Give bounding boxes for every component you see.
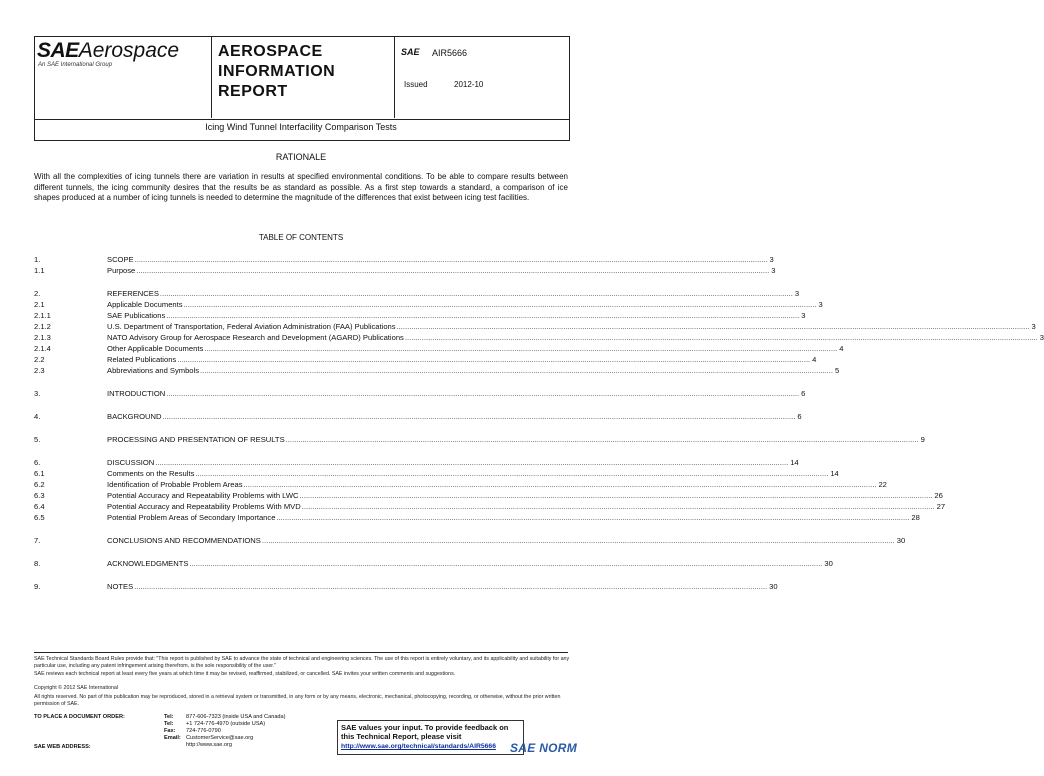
- toc-entry-page: 9: [920, 435, 925, 444]
- toc-leader-dots: ............................................................................................................................................................................................................................................................................................................: [162, 412, 796, 421]
- rationale-text: With all the complexities of icing tunnels there are variation in results at specified environmental conditions. To be able to compare results between different tunnels, the icing community desires that the results be as standard as possible. As a first step towards a standard, a comparison of ice shapes produced at a number of icing tunnels is needed to determine the magnitude of the differences that exist between icing test facilities.: [34, 172, 568, 202]
- toc-leader-dots: ............................................................................................................................................................................................................................................................................................................: [276, 513, 910, 522]
- toc-entry-page: 30: [824, 559, 833, 568]
- toc-entry-title: Comments on the Results: [107, 469, 195, 478]
- toc-entry-page: 26: [934, 491, 943, 500]
- toc-leader-dots: ............................................................................................................................................................................................................................................................................................................: [159, 289, 793, 298]
- toc-entry-number: 4.: [34, 412, 41, 421]
- toc-entry[interactable]: [34, 254, 774, 265]
- toc-leader-dots: ............................................................................................................................................................................................................................................................................................................: [396, 322, 1030, 331]
- toc-entry[interactable]: [34, 388, 806, 399]
- toc-entry[interactable]: [34, 468, 839, 479]
- toc-entry-page: 4: [812, 355, 817, 364]
- toc-entry[interactable]: [34, 321, 1036, 332]
- toc-entry-number: 6.2: [34, 480, 45, 489]
- toc-entry-number: 5.: [34, 435, 41, 444]
- toc-entry-page: 3: [794, 289, 800, 298]
- document-title: Icing Wind Tunnel Interfacility Comparison Tests: [205, 122, 397, 132]
- toc-entry[interactable]: [34, 343, 844, 354]
- toc-entry-title: Applicable Documents: [107, 300, 183, 309]
- toc-entry-number: 2.2: [34, 355, 45, 364]
- header-divider: [211, 36, 212, 118]
- toc-entry[interactable]: [34, 310, 806, 321]
- toc-entry-number: 2.3: [34, 366, 45, 375]
- toc-leader-dots: ............................................................................................................................................................................................................................................................................................................: [134, 582, 768, 591]
- toc-entry-title: NOTES: [107, 582, 134, 591]
- toc-entry[interactable]: [34, 501, 946, 512]
- report-type: AEROSPACE INFORMATION REPORT: [218, 43, 336, 100]
- toc-entry-title: SAE Publications: [107, 311, 166, 320]
- toc-entry[interactable]: [34, 265, 776, 276]
- toc-entry-number: 9.: [34, 582, 41, 591]
- toc-leader-dots: ............................................................................................................................................................................................................................................................................................................: [195, 469, 829, 478]
- toc-entry-title: REFERENCES: [107, 289, 159, 298]
- issued-label: Issued: [404, 80, 428, 89]
- toc-leader-dots: ............................................................................................................................................................................................................................................................................................................: [183, 300, 817, 309]
- toc-entry-page: 30: [896, 536, 906, 545]
- sae-norm-watermark: SAE NORM: [510, 741, 578, 755]
- toc-entry-number: 6.1: [34, 469, 45, 478]
- toc-leader-dots: ............................................................................................................................................................................................................................................................................................................: [136, 266, 770, 275]
- web-link[interactable]: http://www.sae.org: [186, 742, 233, 748]
- toc-leader-dots: ............................................................................................................................................................................................................................................................................................................: [261, 536, 895, 545]
- contact-block: TO PLACE A DOCUMENT ORDER: Tel: 877-606-7323 (inside USA and Canada) Tel: +1 724-776-4970 (outside USA) Fax: 724-776-0790 Email: CustomerService@sae.org SAE WEB ADDRESS: http://www.sae.org: [34, 714, 286, 750]
- toc-entry[interactable]: [34, 411, 802, 422]
- toc-entry[interactable]: [34, 288, 800, 299]
- feedback-text: SAE values your input. To provide feedback on this Technical Report, please visit: [341, 723, 509, 741]
- toc-entry-title: U.S. Department of Transportation, Federal Aviation Administration (FAA) Publications: [107, 322, 396, 331]
- toc-entry-page: 28: [911, 513, 920, 522]
- toc-entry[interactable]: [34, 535, 906, 546]
- toc-entry[interactable]: [34, 490, 943, 501]
- toc-leader-dots: ............................................................................................................................................................................................................................................................................................................: [166, 311, 800, 320]
- toc-entry[interactable]: [34, 434, 925, 445]
- toc-heading: TABLE OF CONTENTS: [258, 233, 344, 242]
- toc-entry-title: INTRODUCTION: [107, 389, 166, 398]
- toc-entry-page: 3: [1039, 333, 1044, 342]
- toc-entry-title: SCOPE: [107, 255, 134, 264]
- toc-leader-dots: ............................................................................................................................................................................................................................................................................................................: [200, 366, 833, 375]
- toc-leader-dots: ............................................................................................................................................................................................................................................................................................................: [134, 255, 768, 264]
- footer-note: SAE reviews each technical report at least every five years at which time it may be revised, reaffirmed, stabilized, or cancelled. SAE invites your written comments and suggestions.: [34, 671, 456, 677]
- footer-note: Copyright © 2012 SAE International: [34, 685, 118, 691]
- toc-leader-dots: ............................................................................................................................................................................................................................................................................................................: [177, 355, 811, 364]
- toc-entry-number: 6.5: [34, 513, 45, 522]
- document-number: AIR5666: [432, 48, 468, 58]
- footer-note: SAE Technical Standards Board Rules provide that: "This report is published by SAE to advance the state of technical and engineering sciences. The use of this report is entirely voluntary, and its applicability and suitability for any particular use, including any patent infringement arising therefrom, is the sole responsibility of the user.": [34, 656, 570, 669]
- phone-link[interactable]: 877-606-7323 (inside USA and Canada): [186, 714, 286, 720]
- toc-entry-page: 3: [771, 266, 776, 275]
- feedback-link[interactable]: http://www.sae.org/technical/standards/AIR5666: [341, 743, 496, 750]
- toc-leader-dots: ............................................................................................................................................................................................................................................................................................................: [285, 435, 919, 444]
- email-link[interactable]: CustomerService@sae.org: [186, 735, 254, 741]
- toc-leader-dots: ............................................................................................................................................................................................................................................................................................................: [301, 502, 935, 511]
- toc-entry-title: Related Publications: [107, 355, 177, 364]
- toc-entry-title: Other Applicable Documents: [107, 344, 204, 353]
- toc-entry-title: Potential Accuracy and Repeatability Problems With MVD: [107, 502, 301, 511]
- toc-leader-dots: ............................................................................................................................................................................................................................................................................................................: [299, 491, 933, 500]
- toc-entry[interactable]: [34, 332, 1044, 343]
- toc-entry-number: 3.: [34, 389, 41, 398]
- toc-entry-title: NATO Advisory Group for Aerospace Research and Development (AGARD) Publications: [107, 333, 404, 342]
- toc-entry-title: Abbreviations and Symbols: [107, 366, 200, 375]
- toc-entry-number: 8.: [34, 559, 41, 568]
- toc-entry[interactable]: [34, 558, 833, 569]
- toc-entry-title: Purpose: [107, 266, 136, 275]
- toc-entry-page: 14: [790, 458, 799, 467]
- toc-entry-title: BACKGROUND: [107, 412, 162, 421]
- toc-entry-number: 2.1.4: [34, 344, 51, 353]
- toc-entry-title: ACKNOWLEDGMENTS: [107, 559, 189, 568]
- footer-note: All rights reserved. No part of this publication may be reproduced, stored in a retrieval system or transmitted, in any form or by any means, electronic, mechanical, photocopying, recording, or otherwise, without the prior written permission of SAE.: [34, 694, 561, 707]
- toc-entry-page: 6: [801, 389, 806, 398]
- toc-leader-dots: ............................................................................................................................................................................................................................................................................................................: [189, 559, 823, 568]
- toc-entry-number: 6.4: [34, 502, 45, 511]
- toc-entry-title: Potential Accuracy and Repeatability Problems with LWC: [107, 491, 299, 500]
- web-label: SAE WEB ADDRESS:: [34, 744, 91, 750]
- sae-mark: SAE: [401, 47, 420, 57]
- toc-entry-number: 1.: [34, 255, 41, 264]
- toc-entry-page: 3: [818, 300, 823, 309]
- issued-date: 2012-10: [454, 80, 484, 89]
- toc-entry-number: 1.1: [34, 266, 45, 275]
- order-label: TO PLACE A DOCUMENT ORDER:: [34, 714, 125, 720]
- toc-leader-dots: ............................................................................................................................................................................................................................................................................................................: [404, 333, 1038, 342]
- toc-entry-number: 2.1.2: [34, 322, 51, 331]
- toc-entry-page: 3: [1031, 322, 1036, 331]
- toc-entry-title: PROCESSING AND PRESENTATION OF RESULTS: [107, 435, 285, 444]
- toc-entry-page: 3: [769, 255, 774, 264]
- toc-leader-dots: ............................................................................................................................................................................................................................................................................................................: [243, 480, 877, 489]
- toc-entry-page: 5: [834, 366, 840, 375]
- toc-entry-page: 30: [769, 582, 778, 591]
- toc-entry[interactable]: [34, 365, 840, 376]
- toc-entry-page: 6: [797, 412, 802, 421]
- toc-entry-page: 22: [878, 480, 887, 489]
- toc-leader-dots: ............................................................................................................................................................................................................................................................................................................: [166, 389, 800, 398]
- toc-entry-number: 2.: [34, 289, 41, 298]
- toc-entry-number: 6.3: [34, 491, 45, 500]
- toc-entry-page: 14: [830, 469, 839, 478]
- toc-entry[interactable]: [34, 512, 920, 523]
- toc-entry[interactable]: [34, 581, 778, 592]
- toc-entry-page: 4: [839, 344, 844, 353]
- toc-entry[interactable]: [34, 479, 887, 490]
- toc-entry-number: 2.1: [34, 300, 45, 309]
- fax-number: 724-776-0790: [186, 728, 221, 734]
- logo-subtitle: An SAE International Group: [38, 62, 113, 68]
- toc-entry-page: 3: [801, 311, 806, 320]
- toc-entry-number: 2.1.1: [34, 311, 51, 320]
- phone-link[interactable]: +1 724-776-4970 (outside USA): [186, 721, 266, 727]
- toc-entry[interactable]: [34, 299, 823, 310]
- toc-entry[interactable]: [34, 457, 799, 468]
- sae-aerospace-logo: SAEAerospace: [37, 39, 180, 62]
- header-divider: [394, 36, 395, 118]
- rationale-heading: RATIONALE: [275, 152, 327, 162]
- toc-leader-dots: ............................................................................................................................................................................................................................................................................................................: [204, 344, 838, 353]
- toc-leader-dots: ............................................................................................................................................................................................................................................................................................................: [155, 458, 789, 467]
- toc-entry-number: 6.: [34, 458, 41, 467]
- toc-entry-number: 2.1.3: [34, 333, 51, 342]
- toc-entry-number: 7.: [34, 536, 41, 545]
- feedback-box: [337, 720, 524, 755]
- toc-entry-title: CONCLUSIONS AND RECOMMENDATIONS: [107, 536, 261, 545]
- toc-entry-title: Identification of Probable Problem Areas: [107, 480, 243, 489]
- toc-entry-page: 27: [936, 502, 946, 511]
- toc-entry-title: DISCUSSION: [107, 458, 155, 467]
- toc-entry[interactable]: [34, 354, 817, 365]
- toc-entry-title: Potential Problem Areas of Secondary Importance: [107, 513, 276, 522]
- footer-rule: [34, 652, 568, 653]
